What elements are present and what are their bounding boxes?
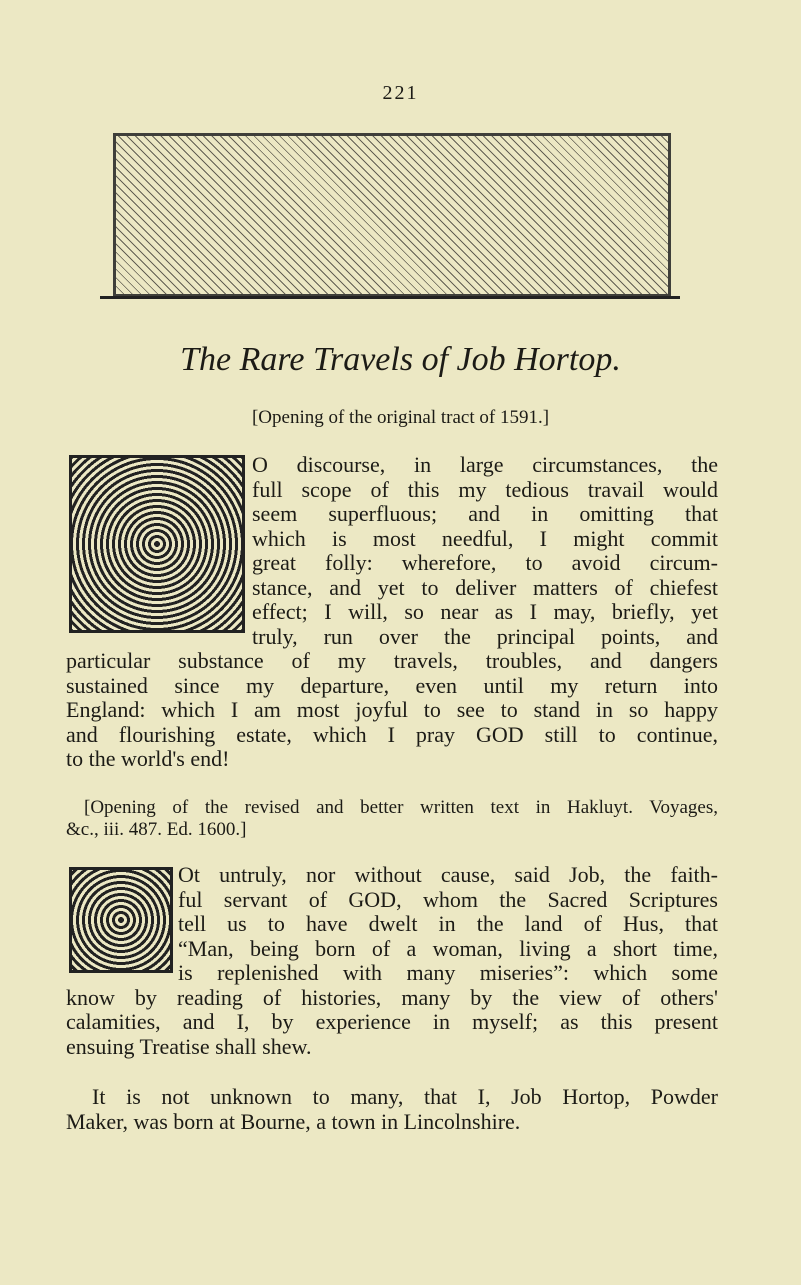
text-line: &c., iii. 487. Ed. 1600.] (66, 819, 247, 840)
text-line: ful servant of GOD, whom the Sacred Scriptures (178, 886, 718, 912)
text-line: particular substance of my travels, troubles, and dangers (66, 648, 718, 673)
text-line: England: which I am most joyful to see to stand in so happy (66, 697, 718, 722)
text-line: O discourse, in large circumstances, the (252, 452, 718, 477)
drop-cap-ornament-n (69, 867, 173, 973)
text-line: It is not unknown to many, that I, Job Hortop, Powder (92, 1084, 718, 1109)
text-line: effect; I will, so near as I may, briefly, yet (252, 599, 718, 624)
ornament-rule (100, 296, 680, 299)
text-line: and flourishing estate, which I pray GOD still to continue, (66, 721, 718, 747)
text-line: great folly: wherefore, to avoid circum- (252, 550, 718, 575)
floral-header-ornament (113, 133, 671, 297)
text-line: tell us to have dwelt in the land of Hus, that (178, 911, 718, 936)
text-line: seem superfluous; and in omitting that (252, 501, 718, 526)
text-line: Ot untruly, nor without cause, said Job, the faith- (178, 862, 718, 887)
page-number: 221 (382, 82, 419, 104)
text-line: know by reading of histories, many by the view of others' (66, 984, 718, 1010)
text-line: to the world's end! (66, 746, 230, 771)
text-line: [Opening of the revised and better written text in Hakluyt. Voyages, (84, 797, 718, 818)
text-line: is replenished with many miseries”: which some (178, 960, 718, 985)
text-line: calamities, and I, by experience in myself; as this present (66, 1009, 718, 1034)
text-line: full scope of this my tedious travail would (252, 476, 718, 502)
text-line: ensuing Treatise shall shew. (66, 1033, 312, 1059)
text-line: sustained since my departure, even until my return into (66, 672, 718, 698)
text-line: truly, run over the principal points, and (252, 623, 718, 649)
chapter-title: The Rare Travels of Job Hortop. (180, 341, 621, 378)
text-line: “Man, being born of a woman, living a short time, (178, 935, 718, 961)
text-line: Maker, was born at Bourne, a town in Lincolnshire. (66, 1108, 521, 1134)
text-line: stance, and yet to deliver matters of chiefest (252, 574, 718, 600)
source-note-1: [Opening of the original tract of 1591.] (251, 407, 550, 428)
text-line: which is most needful, I might commit (252, 525, 718, 551)
drop-cap-ornament-t (69, 455, 245, 633)
